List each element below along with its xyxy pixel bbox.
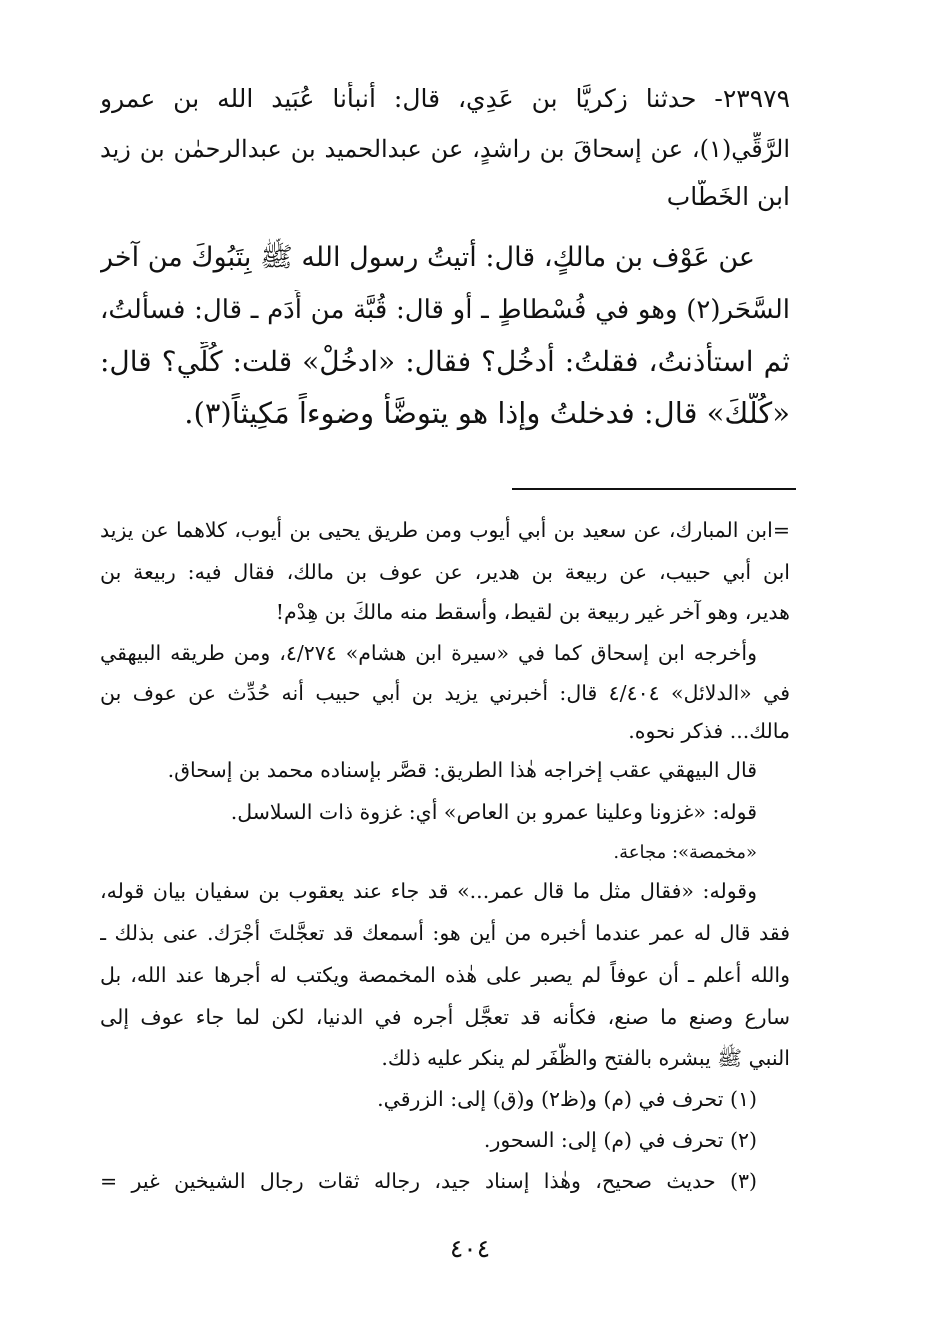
ibn-ishaq-line-3: مالك... فذكر نحوه. — [628, 719, 790, 743]
note-2: (٢) تحرف في (م) إلى: السحور. — [483, 1128, 757, 1152]
umar-para-line-1: وقوله: «فقال مثل ما قال عمر...» قد جاء عند يعقوب بن سفيان بيان قوله، — [100, 879, 757, 903]
page-number: ٤٠٤ — [449, 1234, 491, 1263]
footnote-cont-line-2: ابن أبي حبيب، عن ربيعة بن هدير، عن عوف بن مالك، فقال فيه: ربيعة بن — [100, 560, 790, 584]
bayhaqi-comment: قال البيهقي عقب إخراجه هٰذا الطريق: قصَّر بإسناده محمد بن إسحاق. — [167, 758, 757, 782]
note-1: (١) تحرف في (م) و(ظ٢) و(ق) إلى: الزرقي. — [377, 1087, 757, 1111]
umar-para-line-3: والله أعلم ـ أن عوفاً لم يصبر على هٰذه المخمصة ويكتب له أجرها عند الله، بل — [100, 963, 790, 987]
matn-line-3: ثم استأذنتُ، فقلتُ: أَدخُل؟ فقال: «ادخُلْ» قلت: كُلِّي؟ قال: — [100, 345, 790, 378]
footnote-separator — [512, 488, 796, 490]
ibn-ishaq-line-1: وأخرجه ابن إسحاق كما في «سيرة ابن هشام» ٤/٢٧٤، ومن طريقه البيهقي — [100, 641, 757, 665]
makhmasa-definition: «مخمصة»: مجاعة. — [613, 842, 757, 863]
umar-para-line-2: فقد قال له عمر عندما أخبره من أين هو: أسمعك قد تعجَّلتَ أجْرَك. عنى بذلك ـ — [100, 921, 790, 945]
isnad-line-2: الرَّقِّي(١)، عن إسحاقَ بن راشدٍ، عن عبدالحميد بن عبدالرحمٰن بن زيد — [100, 135, 790, 163]
ibn-ishaq-line-2: في «الدلائل» ٤/٤٠٤ قال: أخبرني يزيد بن أبي حبيب أنه حُدِّث عن عوف بن — [100, 681, 790, 705]
matn-line-1: عن عَوْف بن مالكٍ، قال: أَتيتُ رسول الله ﷺ بِتَبُوكَ من آخر — [100, 242, 755, 273]
matn-line-2: السَّحَر(٢) وهو في فُسْطاطٍ ـ أو قال: قُبَّة من أَدَم ـ قال: فسأَلتُ، — [100, 295, 790, 325]
qawluhu-ghazawna: قوله: «غزونا وعلينا عمرو بن العاص» أي: غزوة ذات السلاسل. — [230, 800, 757, 824]
matn-line-4: «كُلُّكَ» قال: فدخلتُ وإذا هو يتوضَّأُ وضوءاً مَكِيثاً(٣). — [184, 396, 790, 430]
footnote-cont-line-1: =ابن المبارك، عن سعيد بن أبي أيوب ومن طريق يحيى بن أيوب، كلاهما عن يزيد — [100, 518, 790, 542]
isnad-line-1: ٢٣٩٧٩- حدثنا زكريَّا بن عَدِي، قال: أَنبأنا عُبَيد الله بن عمرو — [100, 84, 790, 113]
footnote-cont-line-3: هدير، وهو آخر غير ربيعة بن لقيط، وأسقط منه مالكَ بن هِدْم! — [275, 600, 790, 624]
umar-para-line-5: النبي ﷺ يبشره بالفتح والظَّفَر لم ينكر عليه ذلك. — [381, 1046, 790, 1070]
note-3: (٣) حديث صحيح، وهٰذا إسناد جيد، رجاله ثقات رجال الشيخين غير = — [100, 1169, 757, 1193]
umar-para-line-4: سارع وصنع ما صنع، فكأنه قد تعجَّل أجره في الدنيا، لكن لما جاء عوف إلى — [100, 1005, 790, 1029]
isnad-line-3: ابن الخَطَّاب — [666, 182, 790, 211]
